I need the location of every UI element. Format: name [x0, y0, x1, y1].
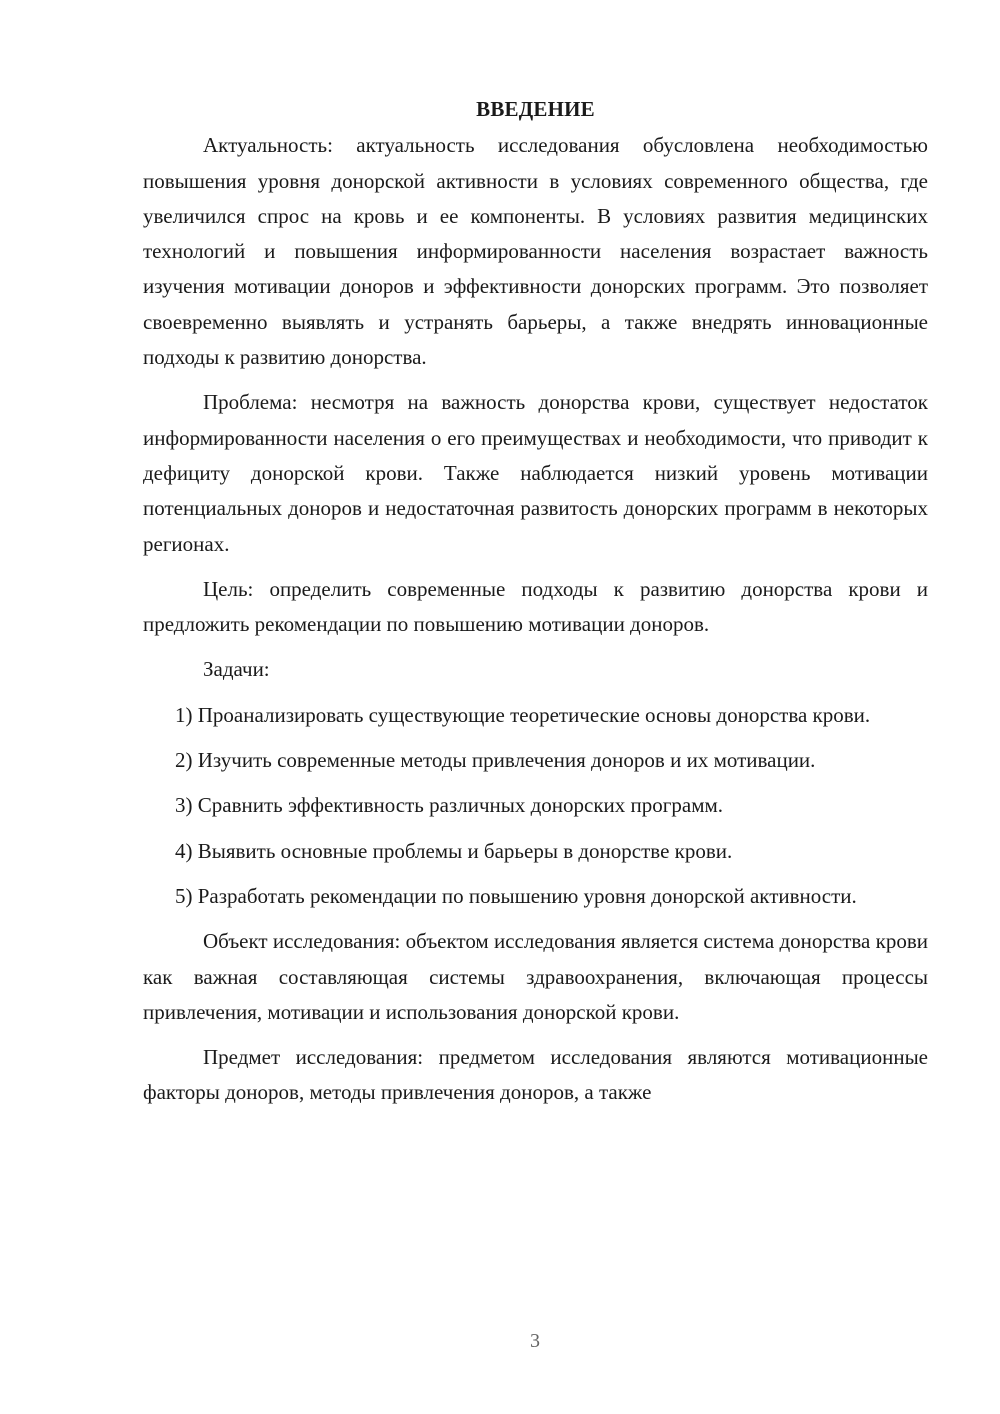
- task-item-4: 4) Выявить основные проблемы и барьеры в донорстве крови.: [175, 838, 733, 863]
- paragraph-goal: Цель: определить современные подходы к развитию донорства крови и предложить рекомендации по повышению мотивации доноров.: [143, 576, 928, 637]
- task-item-1: 1) Проанализировать существующие теоретические основы донорства крови.: [175, 702, 871, 727]
- task-item-5: 5) Разработать рекомендации по повышению уровня донорской активности.: [175, 883, 857, 908]
- paragraph-relevance: Актуальность: актуальность исследования обусловлена необходимостью повышения уровня донорской активности в условиях современного общества, где увеличился спрос на кровь и ее компоненты. В условиях развития медицинских технологий и повышения информированности населения возрастает важность изучения мотивации доноров и эффективности донорских программ. Это позволяет своевременно выявлять и устранять барьеры, а также внедрять инновационные подходы к развитию донорства.: [143, 133, 928, 370]
- task-item-3: 3) Сравнить эффективность различных донорских программ.: [175, 793, 724, 818]
- tasks-label: Задачи:: [203, 657, 270, 682]
- page-number: 3: [530, 1330, 540, 1352]
- document-page: [143, 92, 928, 1121]
- paragraph-object: Объект исследования: объектом исследования является система донорства крови как важная составляющая системы здравоохранения, включающая процессы привлечения, мотивации и использования донорской крови.: [143, 929, 928, 1024]
- paragraph-subject: Предмет исследования: предметом исследования являются мотивационные факторы доноров, методы привлечения доноров, а также: [143, 1045, 928, 1105]
- paragraph-problem: Проблема: несмотря на важность донорства крови, существует недостаток информированности населения о его преимуществах и необходимости, что приводит к дефициту донорской крови. Также наблюдается низкий уровень мотивации потенциальных доноров и недостаточная развитость донорских программ в некоторых регионах.: [143, 390, 928, 556]
- task-item-2: 2) Изучить современные методы привлечения доноров и их мотивации.: [175, 748, 816, 773]
- section-title: ВВЕДЕНИЕ: [476, 97, 595, 121]
